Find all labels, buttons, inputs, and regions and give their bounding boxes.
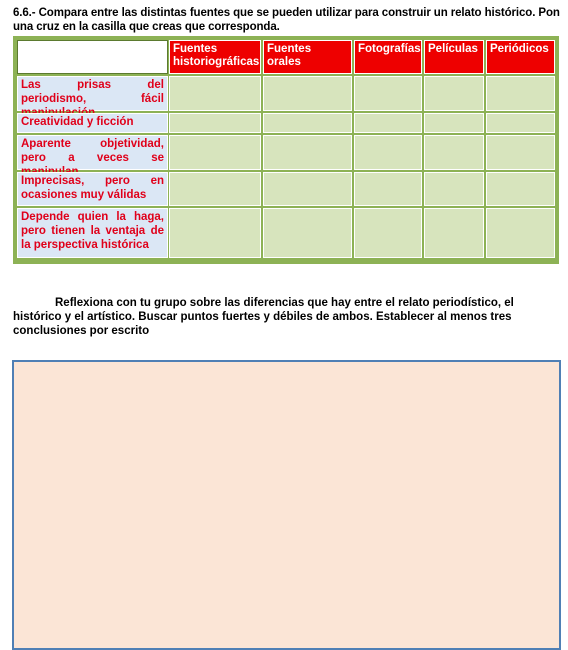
answer-cell[interactable] <box>424 135 484 170</box>
answer-cell[interactable] <box>354 113 422 133</box>
answer-cell[interactable] <box>424 76 484 111</box>
column-header-fuentes-historiograficas: Fuentes historiográficas <box>169 40 261 74</box>
answer-cell[interactable] <box>263 76 352 111</box>
answer-cell[interactable] <box>263 113 352 133</box>
exercise-instructions: 6.6.- Compara entre las distintas fuentes que se pueden utilizar para construir un relato histórico. Pon una cruz en la casilla que creas que corresponda. <box>13 7 560 33</box>
row-label-imprecisas: Imprecisas, pero en ocasiones muy válidas <box>17 172 168 206</box>
answer-cell[interactable] <box>424 113 484 133</box>
column-header-fotografias: Fotografías <box>354 40 422 74</box>
row-label-depende-quien: Depende quien la haga, pero tienen la ventaja de la perspectiva histórica <box>17 208 168 258</box>
answer-cell[interactable] <box>169 172 261 206</box>
answer-cell[interactable] <box>169 135 261 170</box>
answer-cell[interactable] <box>354 76 422 111</box>
column-header-peliculas: Películas <box>424 40 484 74</box>
answer-cell[interactable] <box>354 172 422 206</box>
answer-cell[interactable] <box>486 208 555 258</box>
reflection-instructions: Reflexiona con tu grupo sobre las diferencias que hay entre el relato periodístico, el histórico y el artístico. Buscar puntos fuertes y débiles de ambos. Establecer al menos tres conclusiones por escrito <box>13 297 514 337</box>
answer-cell[interactable] <box>486 135 555 170</box>
row-label-prisas-periodismo: Las prisas del periodismo, fácil <box>17 76 168 111</box>
answer-cell[interactable] <box>424 208 484 258</box>
column-header-periodicos: Periódicos <box>486 40 555 74</box>
answer-cell[interactable] <box>354 208 422 258</box>
row-label-creatividad-ficcion: Creatividad y ficción <box>17 113 168 133</box>
answer-cell[interactable] <box>169 113 261 133</box>
written-answer-box[interactable] <box>12 360 561 650</box>
answer-cell[interactable] <box>486 172 555 206</box>
table-corner-cell <box>17 40 168 74</box>
answer-cell[interactable] <box>354 135 422 170</box>
answer-cell[interactable] <box>486 113 555 133</box>
answer-cell[interactable] <box>263 172 352 206</box>
answer-cell[interactable] <box>486 76 555 111</box>
row-label-aparente-objetividad: Aparente objetividad, pero a veces se <box>17 135 168 170</box>
answer-cell[interactable] <box>263 135 352 170</box>
answer-cell[interactable] <box>169 208 261 258</box>
answer-cell[interactable] <box>169 76 261 111</box>
answer-cell[interactable] <box>263 208 352 258</box>
column-header-fuentes-orales: Fuentes orales <box>263 40 352 74</box>
comparison-table <box>13 36 559 264</box>
answer-cell[interactable] <box>424 172 484 206</box>
